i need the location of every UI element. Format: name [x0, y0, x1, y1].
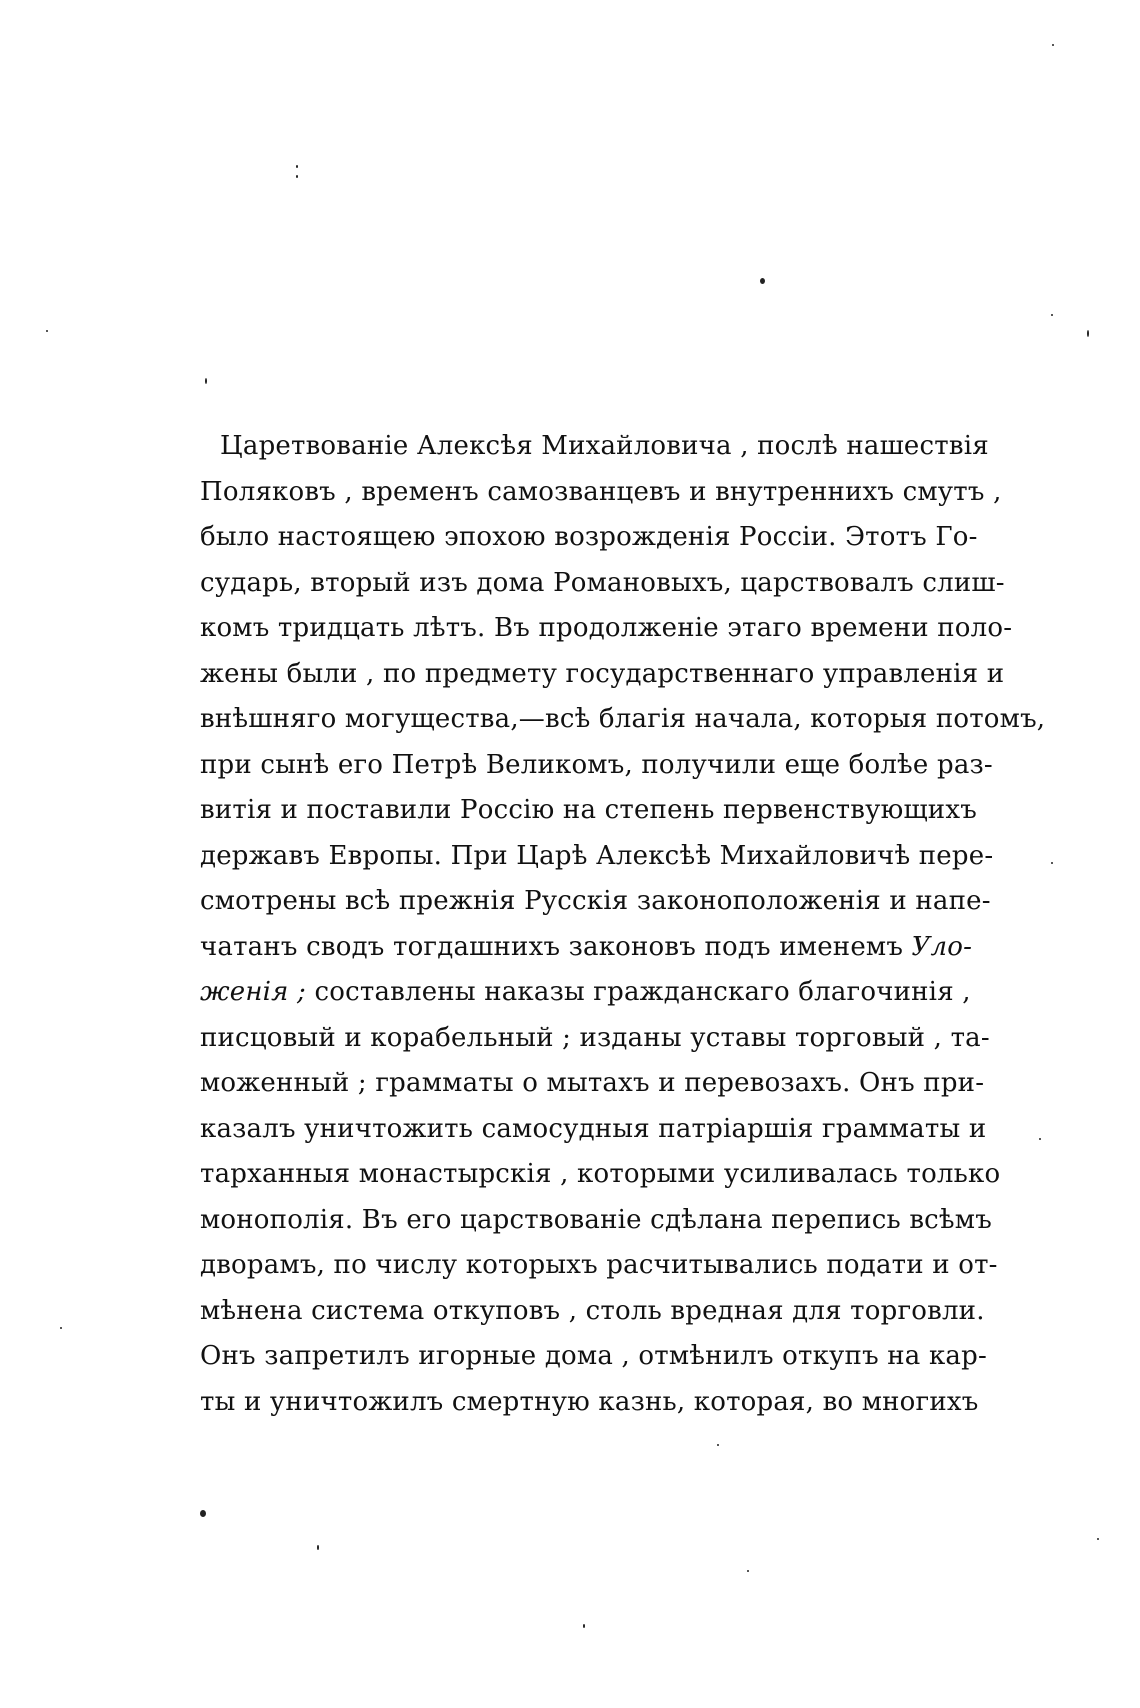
text-line: Поляковъ , временъ самозванцевъ и внутреннихъ смутъ , [200, 476, 1002, 507]
ink-speck [205, 378, 207, 384]
text-line: жены были , по предмету государственнаго управленія и [200, 658, 1005, 689]
text-line: моженный ; грамматы о мытахъ и перевозахъ. Онъ при- [200, 1068, 985, 1098]
ink-speck [1051, 862, 1053, 864]
italic-term: женія ; [200, 977, 307, 1007]
text-line: монополія. Въ его царствованіе сдѣлана перепись всѣмъ [200, 1204, 992, 1235]
ink-speck [296, 175, 298, 178]
text-line: внѣшняго могущества,—всѣ благія начала, которыя потомъ, [200, 704, 1046, 734]
text-line: витія и поставили Россію на степень первенствующихъ [200, 795, 977, 825]
ink-speck [60, 1327, 62, 1329]
text-segment: чатанъ сводъ тогдашнихъ законовъ подъ именемъ [200, 931, 904, 962]
ink-speck [296, 165, 298, 168]
text-line-with-italic [200, 970, 971, 1016]
ink-speck [1052, 44, 1054, 46]
text-line: ты и уничтожилъ смертную казнь, которая, во многихъ [200, 1386, 979, 1417]
ink-speck [200, 1510, 206, 1517]
text-line: Онъ запретилъ игорные дома , отмѣнилъ откупъ на кар- [200, 1341, 987, 1371]
text-segment: составлены наказы гражданскаго благочинія , [314, 977, 971, 1007]
text-line: при сынѣ его Петрѣ Великомъ, получили еще болѣе раз- [200, 749, 993, 780]
page-text [200, 424, 1046, 1425]
ink-speck [760, 278, 765, 284]
ink-speck [46, 330, 48, 332]
text-line: было настоящею эпохою возрожденія Россіи. Этотъ Го- [200, 522, 978, 552]
text-line: державъ Европы. При Царѣ Алексѣѣ Михайловичѣ пере- [200, 840, 994, 871]
text-line: тарханныя монастырскія , которыми усиливалась только [200, 1159, 1001, 1189]
italic-term: Уло- [911, 931, 973, 962]
ink-speck [1039, 1138, 1041, 1140]
text-line: казалъ уничтожить самосудныя патріаршія грамматы и [200, 1113, 987, 1144]
ink-speck [583, 1624, 585, 1628]
text-line: Царетвованіе Алексѣя Михайловича , послѣ нашествія [220, 431, 989, 461]
text-line-with-italic [200, 925, 973, 971]
text-line: сударь, вторый изъ дома Романовыхъ, царствовалъ слиш- [200, 567, 1005, 598]
text-line: дворамъ, по числу которыхъ расчитывались подати и от- [200, 1250, 998, 1280]
ink-speck [317, 1545, 319, 1550]
text-line: смотрены всѣ прежнія Русскія законоположенія и напе- [200, 886, 991, 916]
ink-speck [717, 1444, 719, 1446]
ink-speck [1097, 1538, 1099, 1540]
text-line: мѣнена система откуповъ , столь вредная для торговли. [200, 1295, 985, 1326]
text-line: писцовый и корабельный ; изданы уставы торговый , та- [200, 1022, 990, 1053]
ink-speck [1051, 314, 1053, 316]
ink-speck [1087, 330, 1089, 337]
text-line: комъ тридцать лѣтъ. Въ продолженіе этаго времени поло- [200, 613, 1013, 643]
ink-speck [747, 1570, 749, 1572]
